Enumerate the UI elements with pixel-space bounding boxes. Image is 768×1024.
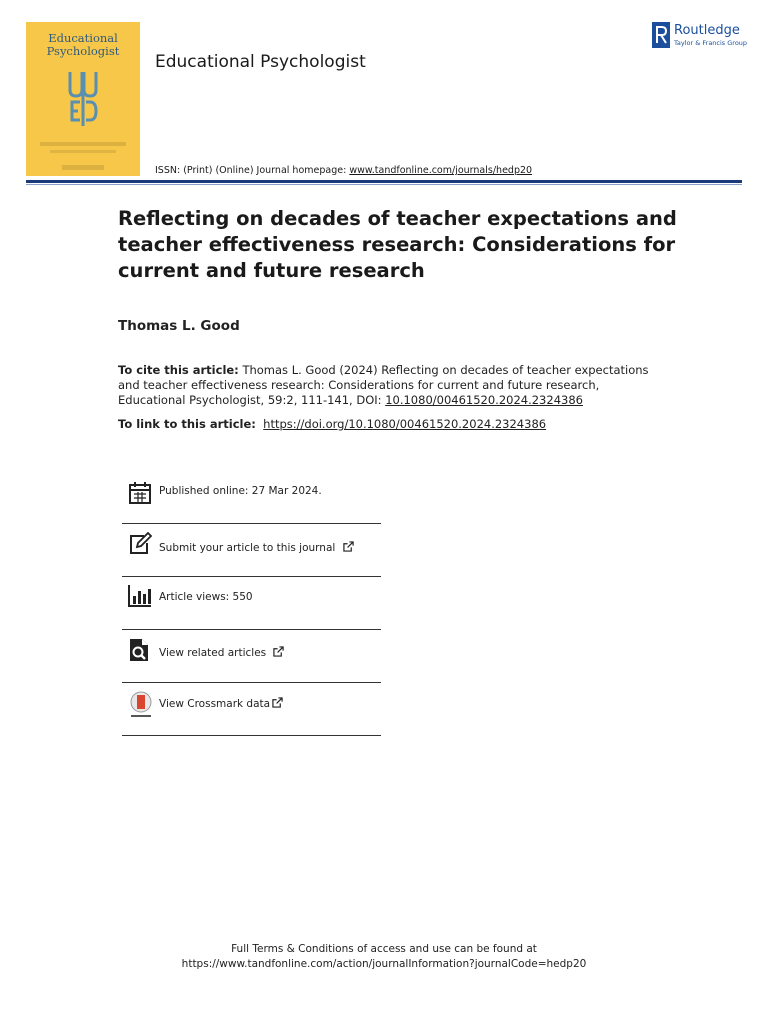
related-articles-link[interactable] <box>159 646 284 659</box>
bar-chart-icon <box>128 584 152 608</box>
submit-article-row[interactable] <box>122 524 381 577</box>
edit-icon <box>128 532 152 556</box>
document-search-icon <box>128 638 152 662</box>
related-articles-row[interactable] <box>122 630 381 683</box>
journal-cover-image <box>26 22 140 176</box>
publisher-name: Routledge <box>674 23 740 38</box>
publisher-group: Taylor & Francis Group <box>674 39 748 47</box>
journal-name: Educational Psychologist <box>155 52 366 72</box>
article-link-line <box>118 417 546 431</box>
link-label: To link to this article: <box>118 417 256 431</box>
routledge-logo-icon <box>652 22 670 48</box>
submit-article-label: Submit your article to this journal <box>159 542 336 554</box>
cite-doi-link[interactable]: 10.1080/00461520.2024.2324386 <box>385 393 583 407</box>
external-link-icon <box>272 697 283 708</box>
citation-block <box>118 363 658 408</box>
cover-text-bar <box>40 142 126 146</box>
cover-text-bar <box>62 165 104 170</box>
external-link-icon <box>273 646 284 657</box>
header-divider-thin <box>26 184 742 185</box>
cite-label: To cite this article: <box>118 363 239 377</box>
article-views-row <box>122 577 381 630</box>
submit-article-link[interactable] <box>159 541 354 554</box>
crossmark-link[interactable] <box>159 697 283 710</box>
article-author: Thomas L. Good <box>118 318 240 334</box>
related-articles-label: View related articles <box>159 647 267 659</box>
crossmark-row[interactable] <box>122 683 381 736</box>
cite-text: Thomas L. Good (2024) Reflecting on decades of teacher expectations and teacher effectiveness research: Considerations for current and future research, Educational Psychologist, 59:2, 111-141, DOI: <box>118 363 649 407</box>
crossmark-icon <box>128 691 154 719</box>
published-date: Published online: 27 Mar 2024. <box>159 485 322 497</box>
cover-title <box>26 32 140 58</box>
published-row <box>122 471 381 524</box>
header-divider <box>26 180 742 183</box>
terms-text: Full Terms & Conditions of access and use can be found at <box>231 943 537 955</box>
article-views-count: Article views: 550 <box>159 591 253 603</box>
crossmark-label: View Crossmark data <box>159 698 271 710</box>
article-title: Reflecting on decades of teacher expectations and teacher effectiveness research: Considerations for current and future research <box>118 207 677 282</box>
issn-line <box>155 165 532 176</box>
cover-title-line2: Psychologist <box>46 44 120 58</box>
issn-text: ISSN: (Print) (Online) Journal homepage: <box>155 165 350 176</box>
calendar-icon <box>128 481 152 505</box>
terms-footer <box>0 942 768 972</box>
terms-url: https://www.tandfonline.com/action/journalInformation?journalCode=hedp20 <box>181 958 587 970</box>
cover-text-bar <box>50 150 116 153</box>
cover-title-line1: Educational <box>48 31 118 45</box>
publisher-logo <box>652 22 752 50</box>
external-link-icon <box>343 541 354 552</box>
journal-homepage-link[interactable]: www.tandfonline.com/journals/hedp20 <box>349 165 533 176</box>
cover-logo-icon <box>66 68 100 128</box>
article-doi-link[interactable]: https://doi.org/10.1080/00461520.2024.2324386 <box>263 417 547 431</box>
